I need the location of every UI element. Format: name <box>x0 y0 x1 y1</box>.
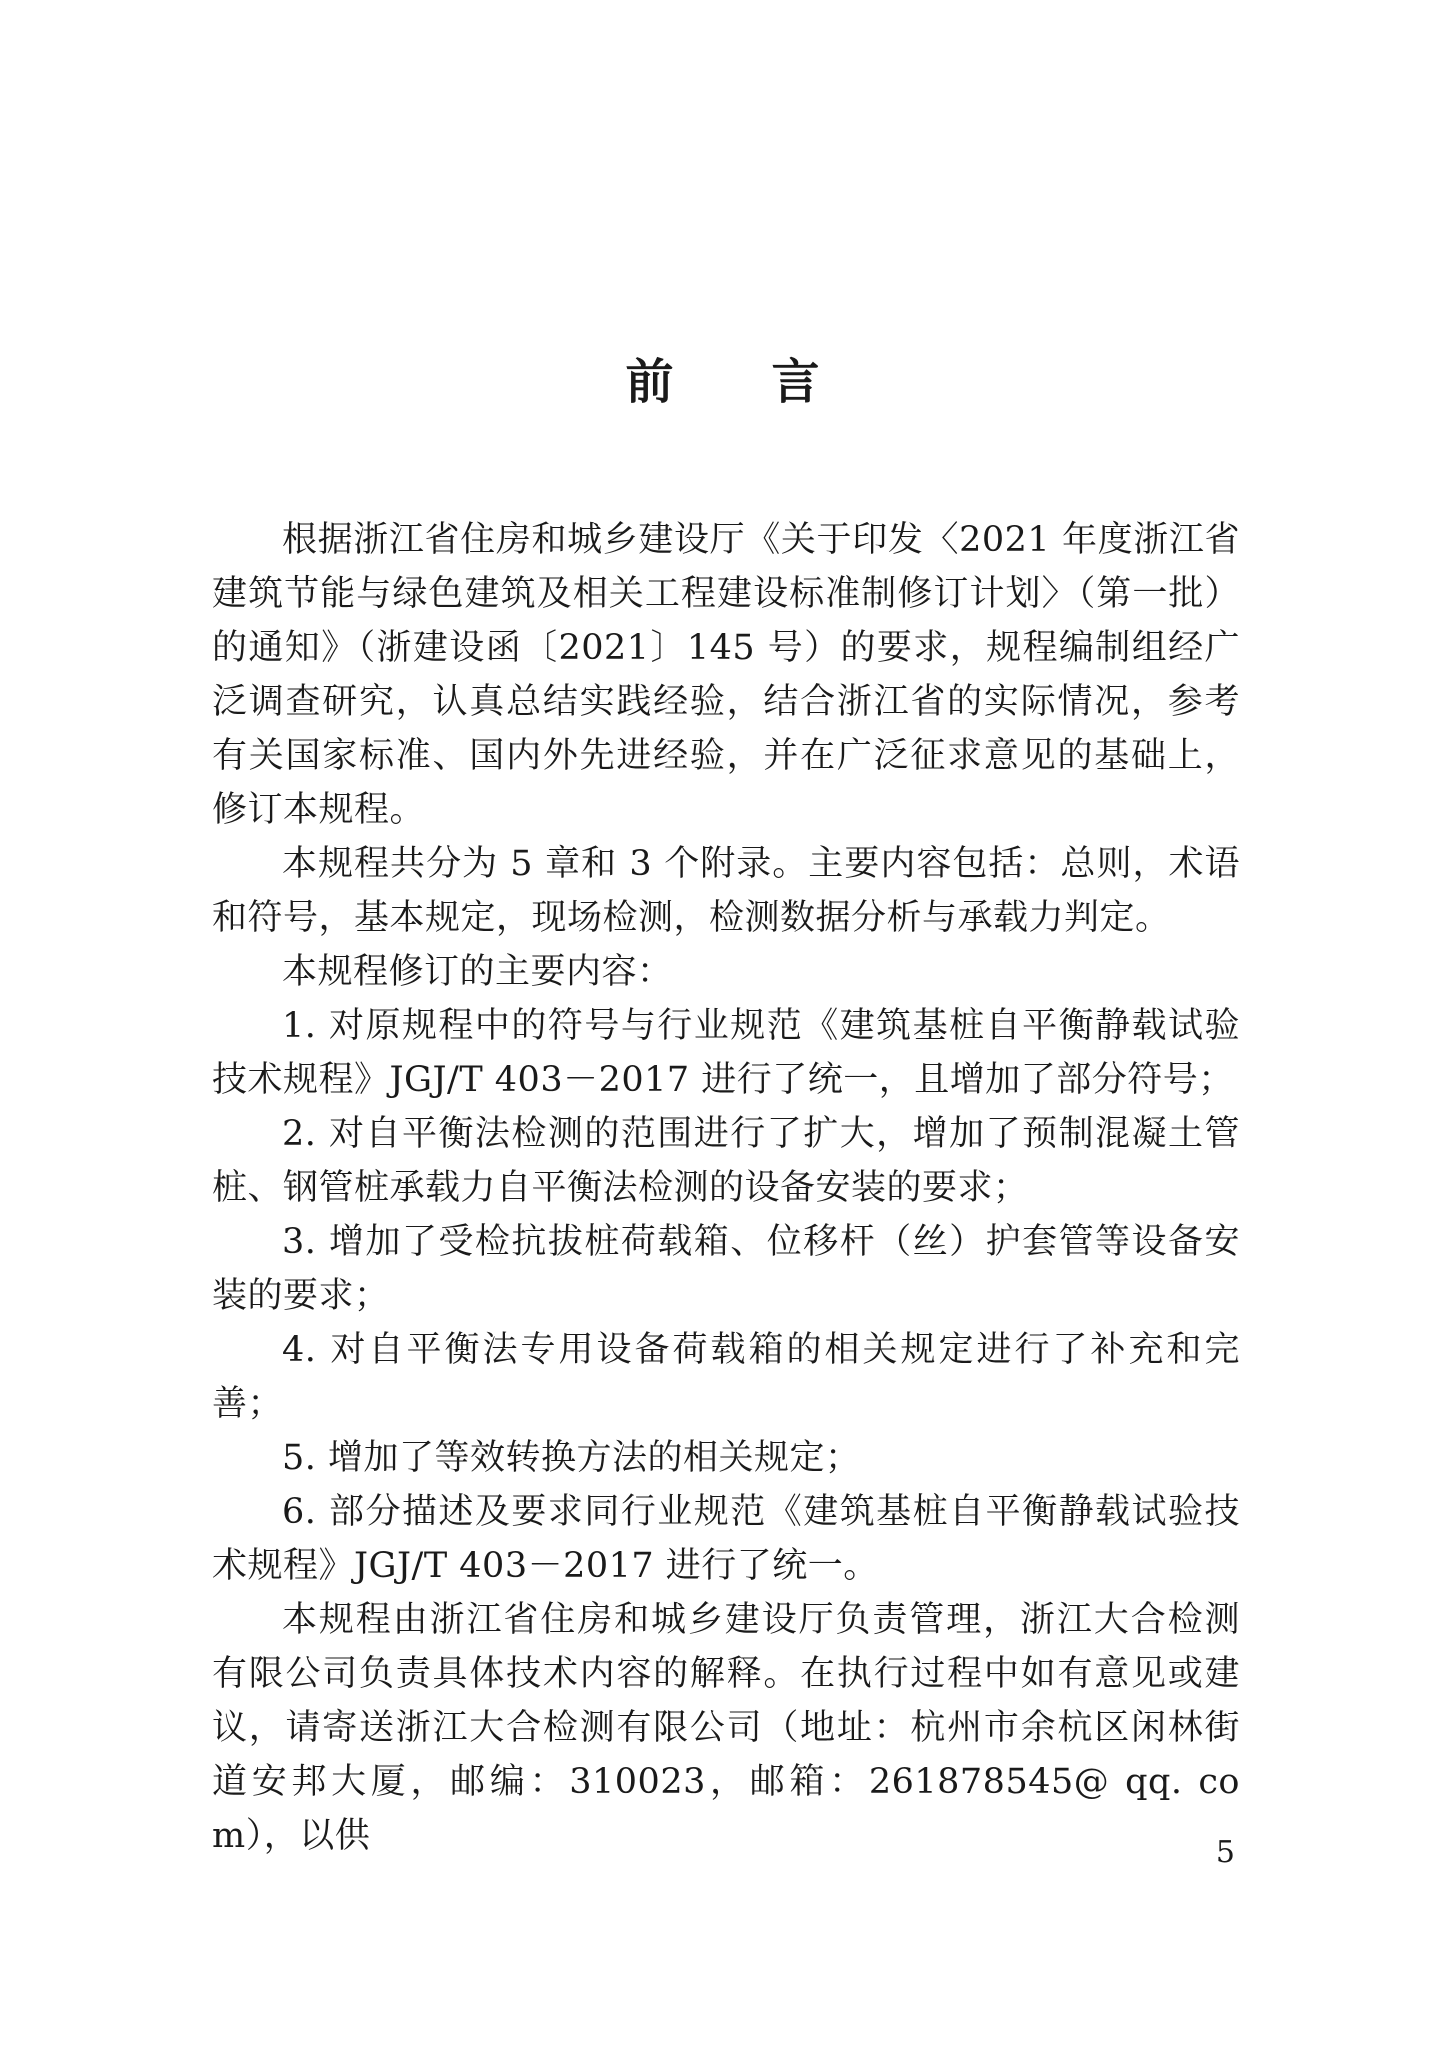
paragraph-structure: 本规程共分为 5 章和 3 个附录。主要内容包括：总则，术语和符号，基本规定，现场检测，检测数据分析与承载力判定。 <box>212 844 1240 938</box>
list-item-revision-3: 3. 增加了受检抗拔桩荷载箱、位移杆（丝）护套管等设备安装的要求； <box>212 1222 1240 1316</box>
list-item-revision-4: 4. 对自平衡法专用设备荷载箱的相关规定进行了补充和完善； <box>212 1330 1240 1424</box>
paragraph-revision-intro: 本规程修订的主要内容： <box>282 952 673 992</box>
paragraph-management: 本规程由浙江省住房和城乡建设厅负责管理，浙江大合检测有限公司负责具体技术内容的解释。在执行过程中如有意见或建议，请寄送浙江大合检测有限公司（地址：杭州市余杭区闲林街道安邦大厦，邮编：310023，邮箱：261878545@ qq. com），以供 <box>212 1600 1240 1856</box>
list-item-revision-1: 1. 对原规程中的符号与行业规范《建筑基桩自平衡静载试验技术规程》JGJ/T 403－2017 进行了统一，且增加了部分符号； <box>212 1006 1240 1100</box>
list-item-revision-5: 5. 增加了等效转换方法的相关规定； <box>282 1438 861 1478</box>
page-title <box>0 342 1447 422</box>
list-item-revision-2: 2. 对自平衡法检测的范围进行了扩大，增加了预制混凝土管桩、钢管桩承载力自平衡法检测的设备安装的要求； <box>212 1114 1240 1208</box>
title-char-2: 言 <box>771 354 822 410</box>
body-text <box>212 513 1240 1863</box>
page-number: 5 <box>1215 1835 1235 1870</box>
title-char-1: 前 <box>625 354 676 410</box>
paragraph-basis: 根据浙江省住房和城乡建设厅《关于印发〈2021 年度浙江省建筑节能与绿色建筑及相关工程建设标准制修订计划〉（第一批）的通知》（浙建设函〔2021〕145 号）的要求，规程编制组经广泛调查研究，认真总结实践经验，结合浙江省的实际情况，参考有关国家标准、国内外先进经验，并在广泛征求意见的基础上，修订本规程。 <box>212 520 1240 830</box>
list-item-revision-6: 6. 部分描述及要求同行业规范《建筑基桩自平衡静载试验技术规程》JGJ/T 403－2017 进行了统一。 <box>212 1492 1240 1586</box>
